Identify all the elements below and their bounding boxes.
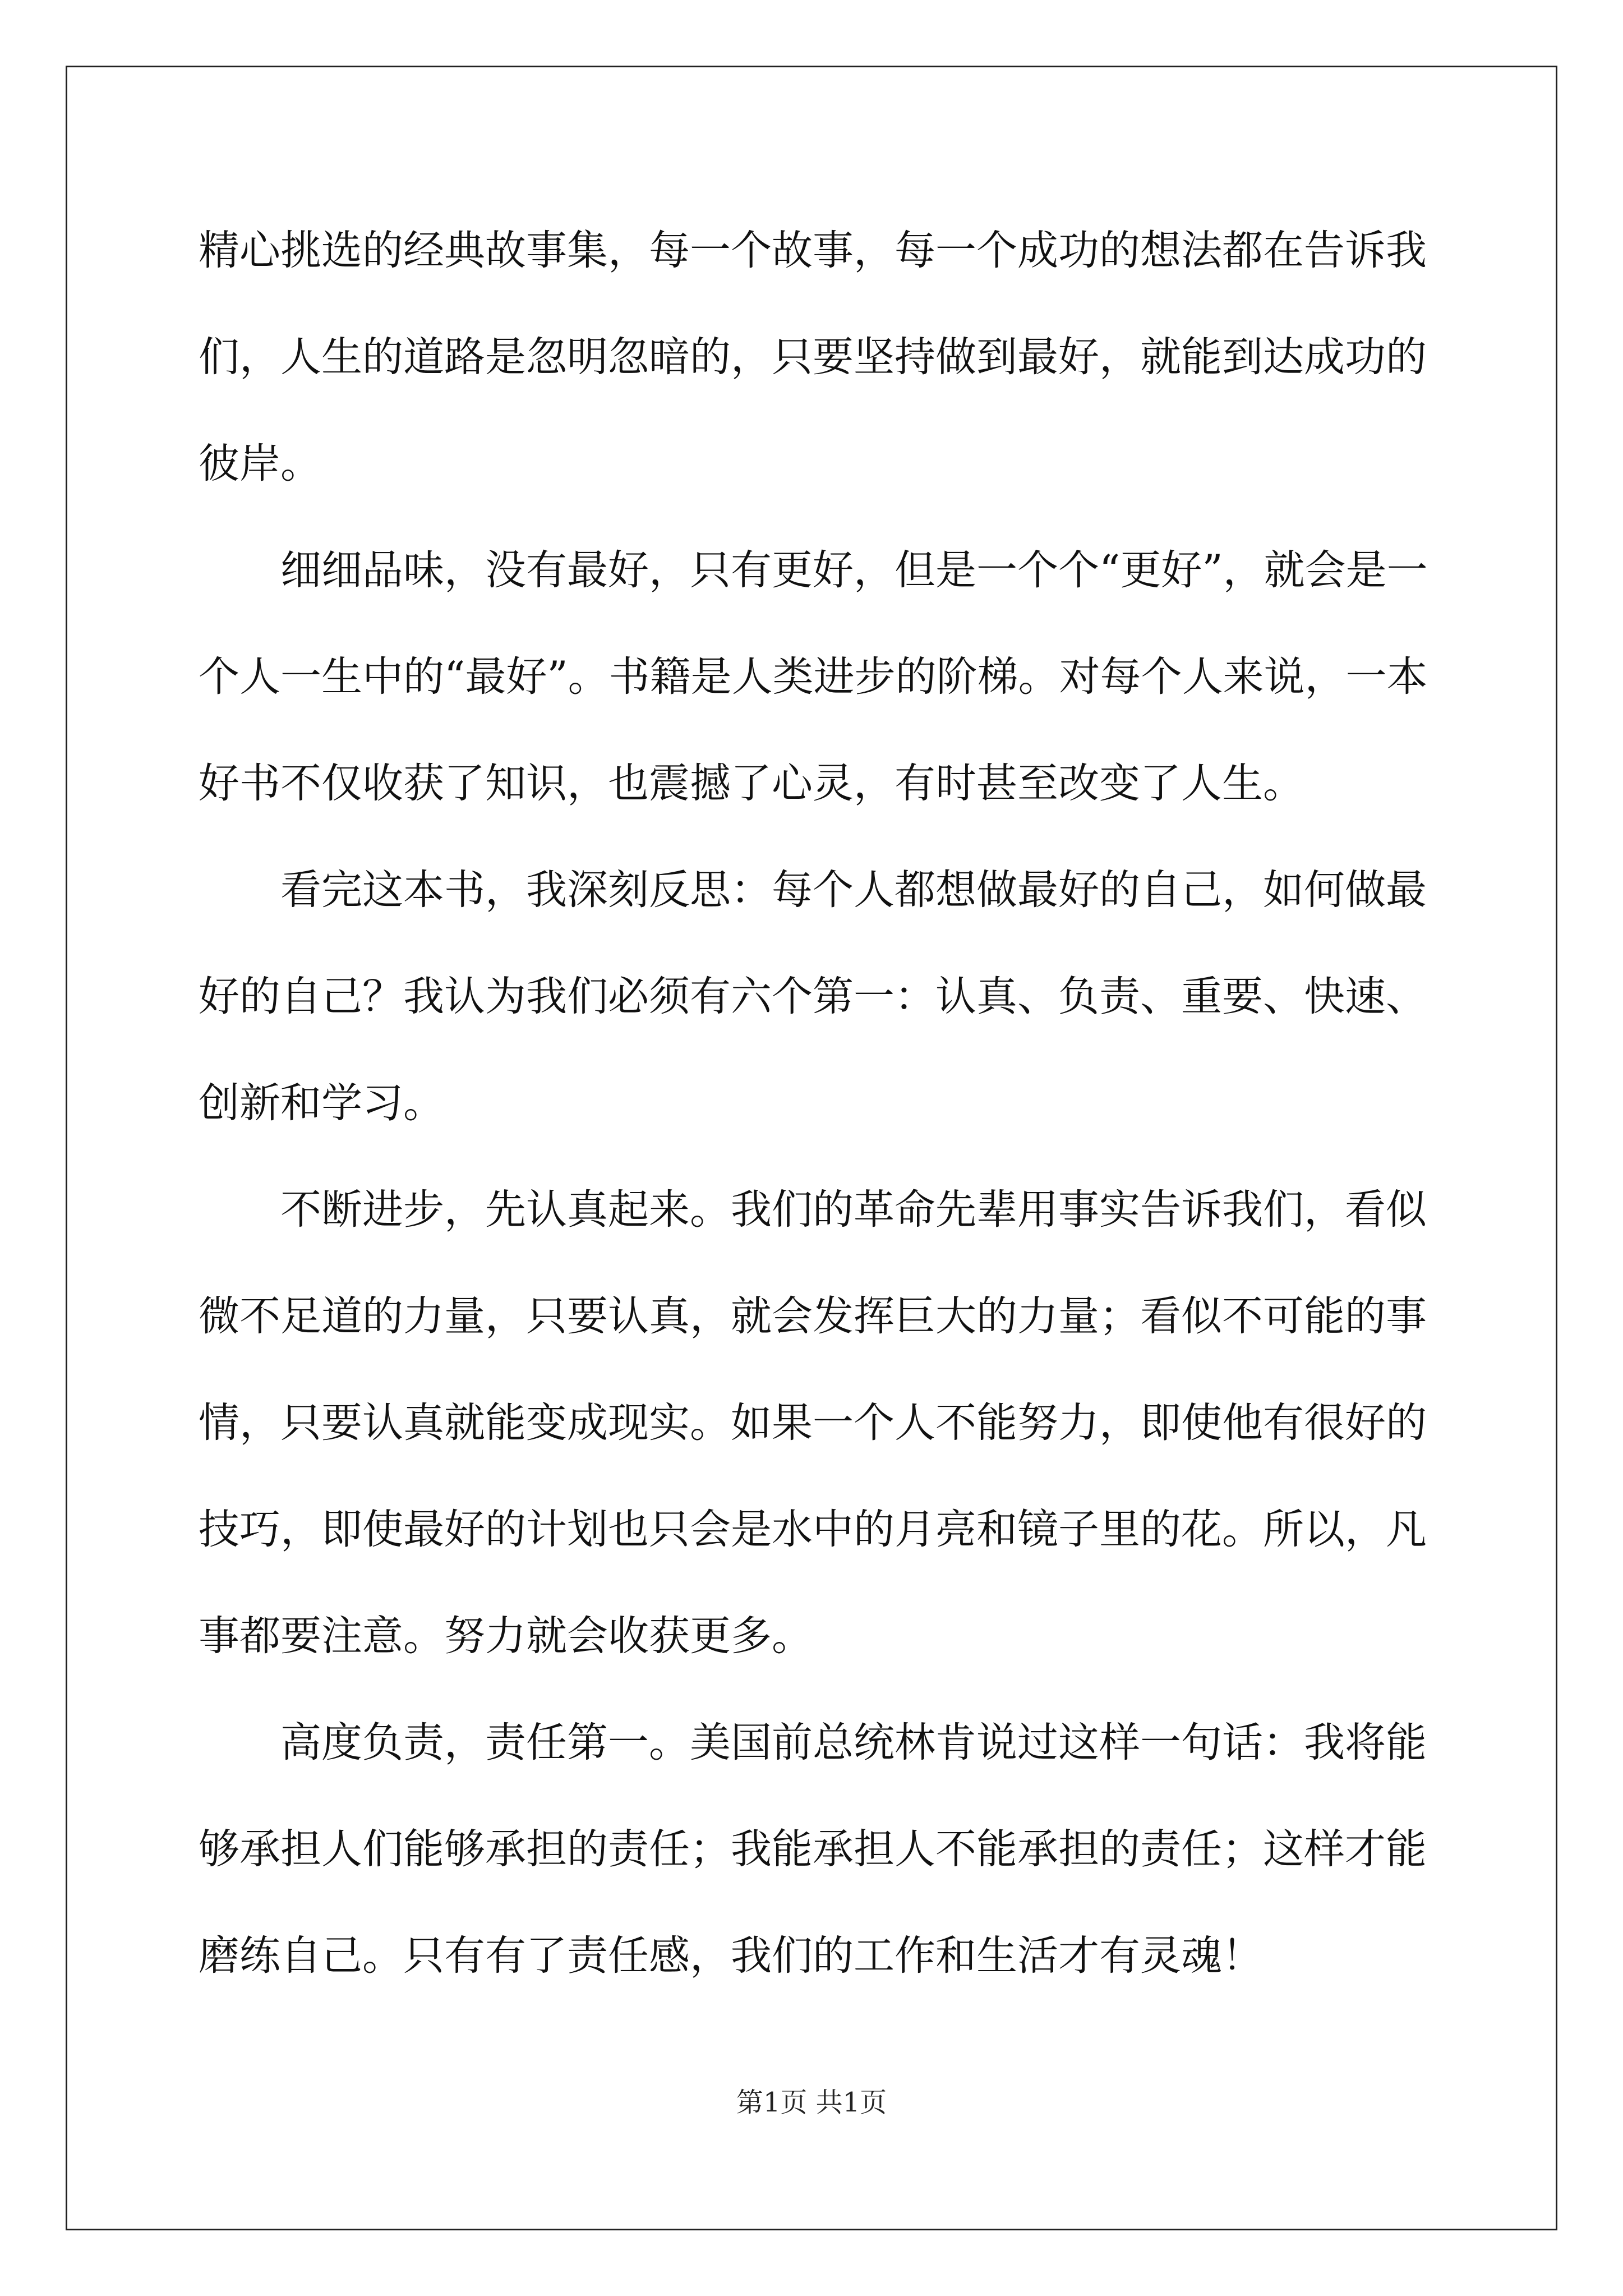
text-line: 好的自己？我认为我们必须有六个第一：认真、负责、重要、快速、 xyxy=(199,973,1427,1020)
text-line: 好书不仅收获了知识，也震撼了心灵，有时甚至改变了人生。 xyxy=(199,760,1304,807)
text-line: 够承担人们能够承担的责任；我能承担人不能承担的责任；这样才能 xyxy=(199,1825,1427,1873)
text-line: 细细品味，没有最好，只有更好，但是一个个“更好”，就会是一 xyxy=(280,546,1428,594)
text-line: 技巧，即使最好的计划也只会是水中的月亮和镜子里的花。所以，凡 xyxy=(199,1506,1427,1553)
text-line: 不断进步，先认真起来。我们的革命先辈用事实告诉我们，看似 xyxy=(280,1186,1427,1234)
text-line: 事都要注意。努力就会收获更多。 xyxy=(199,1612,813,1660)
text-line: 彼岸。 xyxy=(199,440,321,487)
text-line: 个人一生中的“最好”。书籍是人类进步的阶梯。对每个人来说，一本 xyxy=(199,653,1428,701)
text-line: 磨练自己。只有有了责任感，我们的工作和生活才有灵魂！ xyxy=(199,1932,1263,1980)
text-line: 们，人生的道路是忽明忽暗的，只要坚持做到最好，就能到达成功的 xyxy=(199,333,1427,381)
text-line: 看完这本书，我深刻反思：每个人都想做最好的自己，如何做最 xyxy=(280,866,1427,914)
text-line: 高度负责，责任第一。美国前总统林肯说过这样一句话：我将能 xyxy=(280,1719,1427,1766)
text-line: 创新和学习。 xyxy=(199,1079,444,1127)
text-line: 精心挑选的经典故事集，每一个故事，每一个成功的想法都在告诉我 xyxy=(199,227,1427,274)
page-footer: 第1页 共1页 xyxy=(736,2087,887,2118)
text-line: 情，只要认真就能变成现实。如果一个人不能努力，即使他有很好的 xyxy=(199,1399,1427,1447)
text-line: 微不足道的力量，只要认真，就会发挥巨大的力量；看似不可能的事 xyxy=(199,1292,1427,1340)
